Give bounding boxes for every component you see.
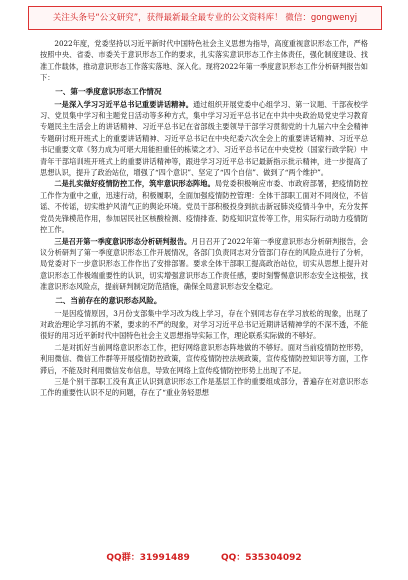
- section-heading-2: 二、当前存在的意识形态风险。: [55, 295, 162, 305]
- promo-banner[interactable]: [28, 6, 382, 30]
- paragraph-1: [40, 99, 368, 179]
- intro-paragraph: 2022年度，党委坚持以习近平新时代中国特色社会主义思想为指导，高度重视意识形态工作，严格按照中央、省委、市委关于意识形态工作的要求，扎实落实意识形态工作主体责任，强化制度建设、找准工作载体，推动意识形态工作落实落地、深入化。现将2022年第一季度意识形态工作分析研判报告如下：: [40, 39, 368, 83]
- paragraph-1-lead: 一是深入学习习近平总书记重要讲话精神。: [54, 99, 193, 109]
- section-heading-1: 一、第一季度意识形态工作情况: [55, 86, 162, 96]
- paragraph-1-text: 通过组织开展党委中心组学习、第一议题、干部夜校学习、党员集中学习和主题党日活动等多种方式，集中学习习近平总书记在中共中央政治局党史学习教育专题民主生活会上的讲话精神、习近平总书记在省部级主要领导干部学习贯彻党的十九届六中全会精神专题研讨班开班式上的重要讲话精神、习近平总书记在中央纪委六次全会上的重要讲话精神、习近平总书记重要文章《努力成为可堪大用能担重任的栋梁之才》、习近平总书记在中央党校（国家行政学院）中青年干部培训班开班式上的重要讲话精神等，跟进学习习近平总书记最新指示批示精神，进一步提高了思想认识，提升了政治站位，增强了“四个意识”、坚定了“四个自信”、做到了“两个维护”。: [40, 99, 368, 178]
- paragraph-6: 三是个别干部职工没有真正认识到意识形态工作是基层工作的重要组成部分，普遍存在对意识形态工作的重要性认识不足的问题，存在了“重业务轻思想: [40, 376, 368, 398]
- paragraph-5: 二是对抓好当前网络意识形态工作，把好网络意识形态阵地做的不够好。面对当前疫情防控形势，利用微信、微信工作群等开展疫情防控政策，宣传疫情防控法规政策，宣传疫情防控知识等方面，工作滞后，不能及时利用微信发布信息，导致在网络上宣传疫情防控形势上出现了不足。: [40, 342, 368, 375]
- paragraph-3-text: 月日召开了2022年第一季度意识形态分析研判报告，会议分析研判了第一季度意识形态工作开展情况，各部门负责同志对分管部门存在的风险点进行了分析，局党委对下一步意识形态工作作出了安排部署。要求全体干部职工提高政治站位，切实从思想上提升对意识形态工作极端重要性的认识，切实增强意识形态工作责任感，要时刻警惕意识形态安全这根弦，找准意识形态风险点，提前研判制定防范措施，确保全局意识形态安全稳定。: [40, 236, 368, 292]
- qq-group-text: QQ群：31991489: [106, 553, 190, 563]
- promo-banner-text: 关注头条号“公文研究”，获得最新最全最专业的公文资料库！ 微信：gongwenyj: [52, 13, 358, 23]
- paragraph-2: [40, 178, 368, 235]
- paragraph-3: [40, 236, 368, 293]
- paragraph-2-lead: 二是扎实做好疫情防控工作，筑牢意识形态阵地。: [54, 179, 215, 189]
- paragraph-2-text: 局党委积极响应市委、市政府部署，把疫情防控工作作为重中之重，迅速行动，积极履职，全面加强疫情防控管理：全体干部职工面对不同岗位，不信谣、不传谣，切实维护风清气正的舆论环境。党员干部积极投身到抗击新冠肺炎疫情斗争中，充分发挥党员先锋模范作用，参加居民社区核酸检测、疫情排查、防疫知识宣传等工作，用实际行动助力疫情防控工作。: [40, 179, 368, 235]
- qq-contact-text: QQ：535304092: [220, 553, 302, 563]
- paragraph-4: 一是因疫情原因，3月份支部集中学习改为线上学习，存在个别同志存在学习放松的现象，出现了对政治理论学习抓的不紧，要求的不严的现象，对学习习近平总书记近期讲话精神学的不深不透，不能很好的用习近平新时代中国特色社会主义思想指导实际工作，理论联系实际做的不够好。: [40, 308, 368, 341]
- document-body: [40, 38, 368, 399]
- contact-footer: [0, 550, 408, 563]
- paragraph-3-lead: 三是召开第一季度意识形态分析研判报告。: [54, 236, 192, 246]
